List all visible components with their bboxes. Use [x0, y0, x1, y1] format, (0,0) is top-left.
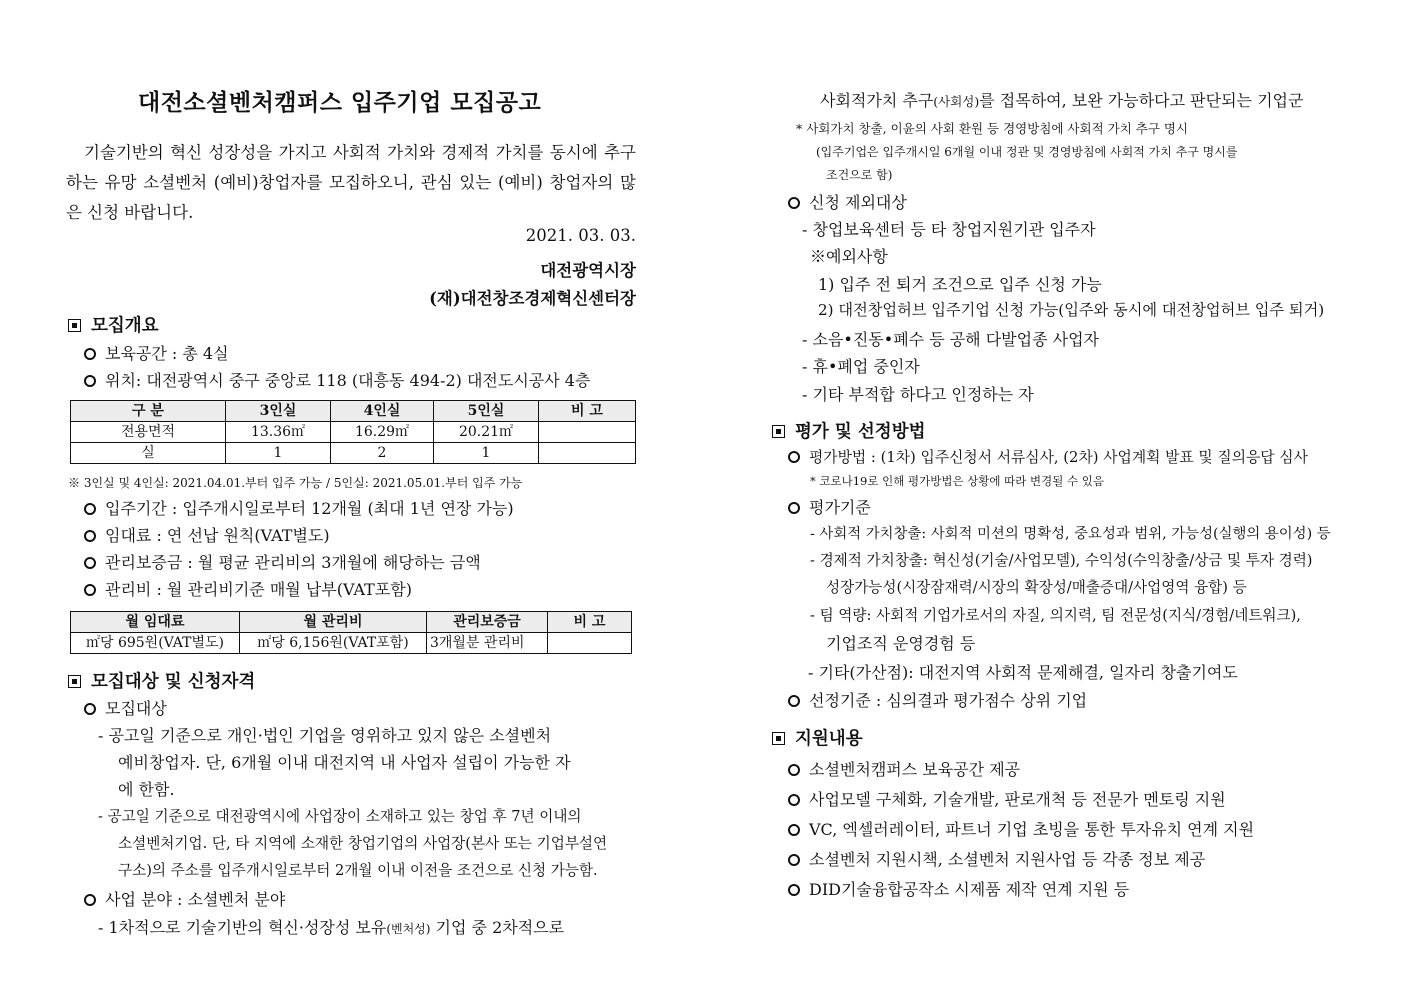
- table-header-row: 구 분 3인실 4인실 5인실 비 고: [71, 401, 636, 422]
- support-item: VC, 엑셀러레이터, 파트너 기업 초빙을 통한 투자유치 연계 지원: [788, 817, 1254, 840]
- item-exclusion: 신청 제외대상: [788, 190, 907, 213]
- issuer-center: (재)대전창조경제혁신센터장: [429, 289, 636, 308]
- target-line: 소셜벤처기업. 단, 타 지역에 소재한 창업기업의 사업장(본사 또는 기업부설연: [118, 835, 608, 852]
- field-line: - 1차적으로 기술기반의 혁신·성장성 보유(벤처성) 기업 중 2차적으로: [98, 918, 565, 937]
- circle-bullet-icon: [84, 894, 96, 906]
- target-line: - 공고일 기준으로 개인·법인 기업을 영위하고 있지 않은 소셜벤처: [98, 726, 552, 745]
- exception-line: 1) 입주 전 퇴거 조건으로 입주 신청 가능: [818, 275, 1102, 294]
- section-square-icon: [772, 732, 785, 745]
- circle-bullet-icon: [788, 794, 800, 806]
- circle-bullet-icon: [788, 884, 800, 896]
- exclusion-line: - 휴•폐업 중인자: [802, 357, 920, 376]
- target-line: - 공고일 기준으로 대전광역시에 사업장이 소재하고 있는 창업 후 7년 이내의: [98, 808, 582, 825]
- circle-bullet-icon: [788, 197, 800, 209]
- item-eval-method: 평가방법 : (1차) 입주신청서 서류심사, (2차) 사업계획 발표 및 질의응답 심사: [788, 446, 1308, 467]
- support-item: DID기술융합공작소 시제품 제작 연계 지원 등: [788, 877, 1129, 900]
- item-mgmt-fee: 관리비 : 월 관리비기준 매월 납부(VAT포함): [84, 577, 412, 600]
- item-period: 입주기간 : 입주개시일로부터 12개월 (최대 1년 연장 가능): [84, 496, 514, 519]
- item-target: 모집대상: [84, 696, 167, 719]
- exclusion-line: - 소음•진동•폐수 등 공해 다발업종 사업자: [802, 330, 1100, 349]
- section-square-icon: [68, 675, 81, 688]
- circle-bullet-icon: [788, 451, 800, 463]
- section-overview: 모집개요: [68, 312, 159, 337]
- exclusion-line: - 창업보육센터 등 타 창업지원기관 입주자: [802, 220, 1096, 239]
- criteria-line: - 경제적 가치창출: 혁신성(기술/사업모델), 수익성(수익창출/상금 및 투자 경력): [810, 552, 1313, 569]
- circle-bullet-icon: [84, 584, 96, 596]
- table-row: 전용면적 13.36㎡ 16.29㎡ 20.21㎡: [71, 422, 636, 443]
- support-item: 사업모델 구체화, 기술개발, 판로개척 등 전문가 멘토링 지원: [788, 787, 1226, 810]
- circle-bullet-icon: [788, 824, 800, 836]
- fee-table: [70, 611, 632, 654]
- item-rent: 임대료 : 연 선납 원칙(VAT별도): [84, 523, 330, 546]
- section-eligibility: 모집대상 및 신청자격: [68, 668, 255, 693]
- criteria-line: 기업조직 운영경험 등: [826, 634, 976, 653]
- continuation-line: 사회적가치 추구(사회성)를 접목하여, 보완 가능하다고 판단되는 기업군: [820, 91, 1304, 110]
- exception-line: 2) 대전창업허브 입주기업 신청 가능(입주와 동시에 대전창업허브 입주 퇴거): [818, 301, 1325, 319]
- circle-bullet-icon: [84, 503, 96, 515]
- eval-method-note: * 코로나19로 인해 평가방법은 상황에 따라 변경될 수 있음: [810, 474, 1105, 488]
- target-line: 에 한함.: [118, 780, 175, 799]
- room-table: [70, 400, 636, 464]
- circle-bullet-icon: [84, 375, 96, 387]
- table-note: ※ 3인실 및 4인실: 2021.04.01.부터 입주 가능 / 5인실: 2021.05.01.부터 입주 가능: [68, 476, 523, 490]
- section-square-icon: [772, 425, 785, 438]
- criteria-line: 성장가능성(시장잠재력/시장의 확장성/매출증대/사업영역 융합) 등: [826, 579, 1247, 596]
- intro-paragraph: 기술기반의 혁신 성장성을 가지고 사회적 가치와 경제적 가치를 동시에 추구하는 유망 소셜벤처 (예비)창업자를 모집하오니, 관심 있는 (예비) 창업자의 많은 신청 바랍니다.: [66, 143, 636, 222]
- target-line: 구소)의 주소를 입주개시일로부터 2개월 이내 이전을 조건으로 신청 가능함.: [118, 862, 598, 879]
- item-deposit: 관리보증금 : 월 평균 관리비의 3개월에 해당하는 금액: [84, 550, 481, 573]
- criteria-line: - 기타(가산점): 대전지역 사회적 문제해결, 일자리 창출기여도: [808, 663, 1238, 682]
- criteria-line: - 팀 역량: 사회적 기업가로서의 자질, 의지력, 팀 전문성(지식/경험/네트워크),: [810, 607, 1301, 624]
- circle-bullet-icon: [84, 557, 96, 569]
- item-selection: 선정기준 : 심의결과 평가점수 상위 기업: [788, 688, 1087, 711]
- section-square-icon: [68, 319, 81, 332]
- table-row: ㎡당 695원(VAT별도) ㎡당 6,156원(VAT포함) 3개월분 관리비: [71, 633, 632, 654]
- circle-bullet-icon: [84, 703, 96, 715]
- section-evaluation: 평가 및 선정방법: [772, 418, 926, 443]
- criteria-line: - 사회적 가치창출: 사회적 미션의 명확성, 중요성과 범위, 가능성(실행의 용이성) 등: [810, 526, 1331, 542]
- page-title: 대전소셜벤처캠퍼스 입주기업 모집공고: [138, 90, 542, 116]
- circle-bullet-icon: [788, 502, 800, 514]
- circle-bullet-icon: [84, 348, 96, 360]
- target-line: 예비창업자. 단, 6개월 이내 대전지역 내 사업자 설립이 가능한 자: [118, 753, 571, 772]
- table-header-row: 월 임대료 월 관리비 관리보증금 비 고: [71, 612, 632, 633]
- issuer-mayor: 대전광역시장: [540, 261, 636, 280]
- circle-bullet-icon: [788, 854, 800, 866]
- item-location: 위치: 대전광역시 중구 중앙로 118 (대흥동 494-2) 대전도시공사 4층: [84, 368, 590, 391]
- circle-bullet-icon: [788, 695, 800, 707]
- table-row: 실 1 2 1: [71, 443, 636, 464]
- continuation-note: (입주기업은 입주개시일 6개월 이내 정관 및 경영방침에 사회적 가치 추구 명시를: [816, 145, 1238, 159]
- circle-bullet-icon: [788, 764, 800, 776]
- support-item: 소셜벤처캠퍼스 보육공간 제공: [788, 757, 1020, 780]
- section-support: 지원내용: [772, 725, 863, 750]
- continuation-note: 조건으로 함): [826, 168, 893, 182]
- exception-heading: ※예외사항: [810, 247, 888, 266]
- exclusion-line: - 기타 부적합 하다고 인정하는 자: [802, 385, 1034, 404]
- circle-bullet-icon: [84, 530, 96, 542]
- announcement-date: 2021. 03. 03.: [525, 226, 636, 245]
- support-item: 소셜벤처 지원시책, 소셜벤처 지원사업 등 각종 정보 제공: [788, 847, 1205, 870]
- continuation-note: * 사회가치 창출, 이윤의 사회 환원 등 경영방침에 사회적 가치 추구 명시: [796, 121, 1189, 136]
- item-criteria: 평가기준: [788, 495, 871, 518]
- item-field: 사업 분야 : 소셜벤처 분야: [84, 887, 285, 910]
- item-space: 보육공간 : 총 4실: [84, 341, 229, 364]
